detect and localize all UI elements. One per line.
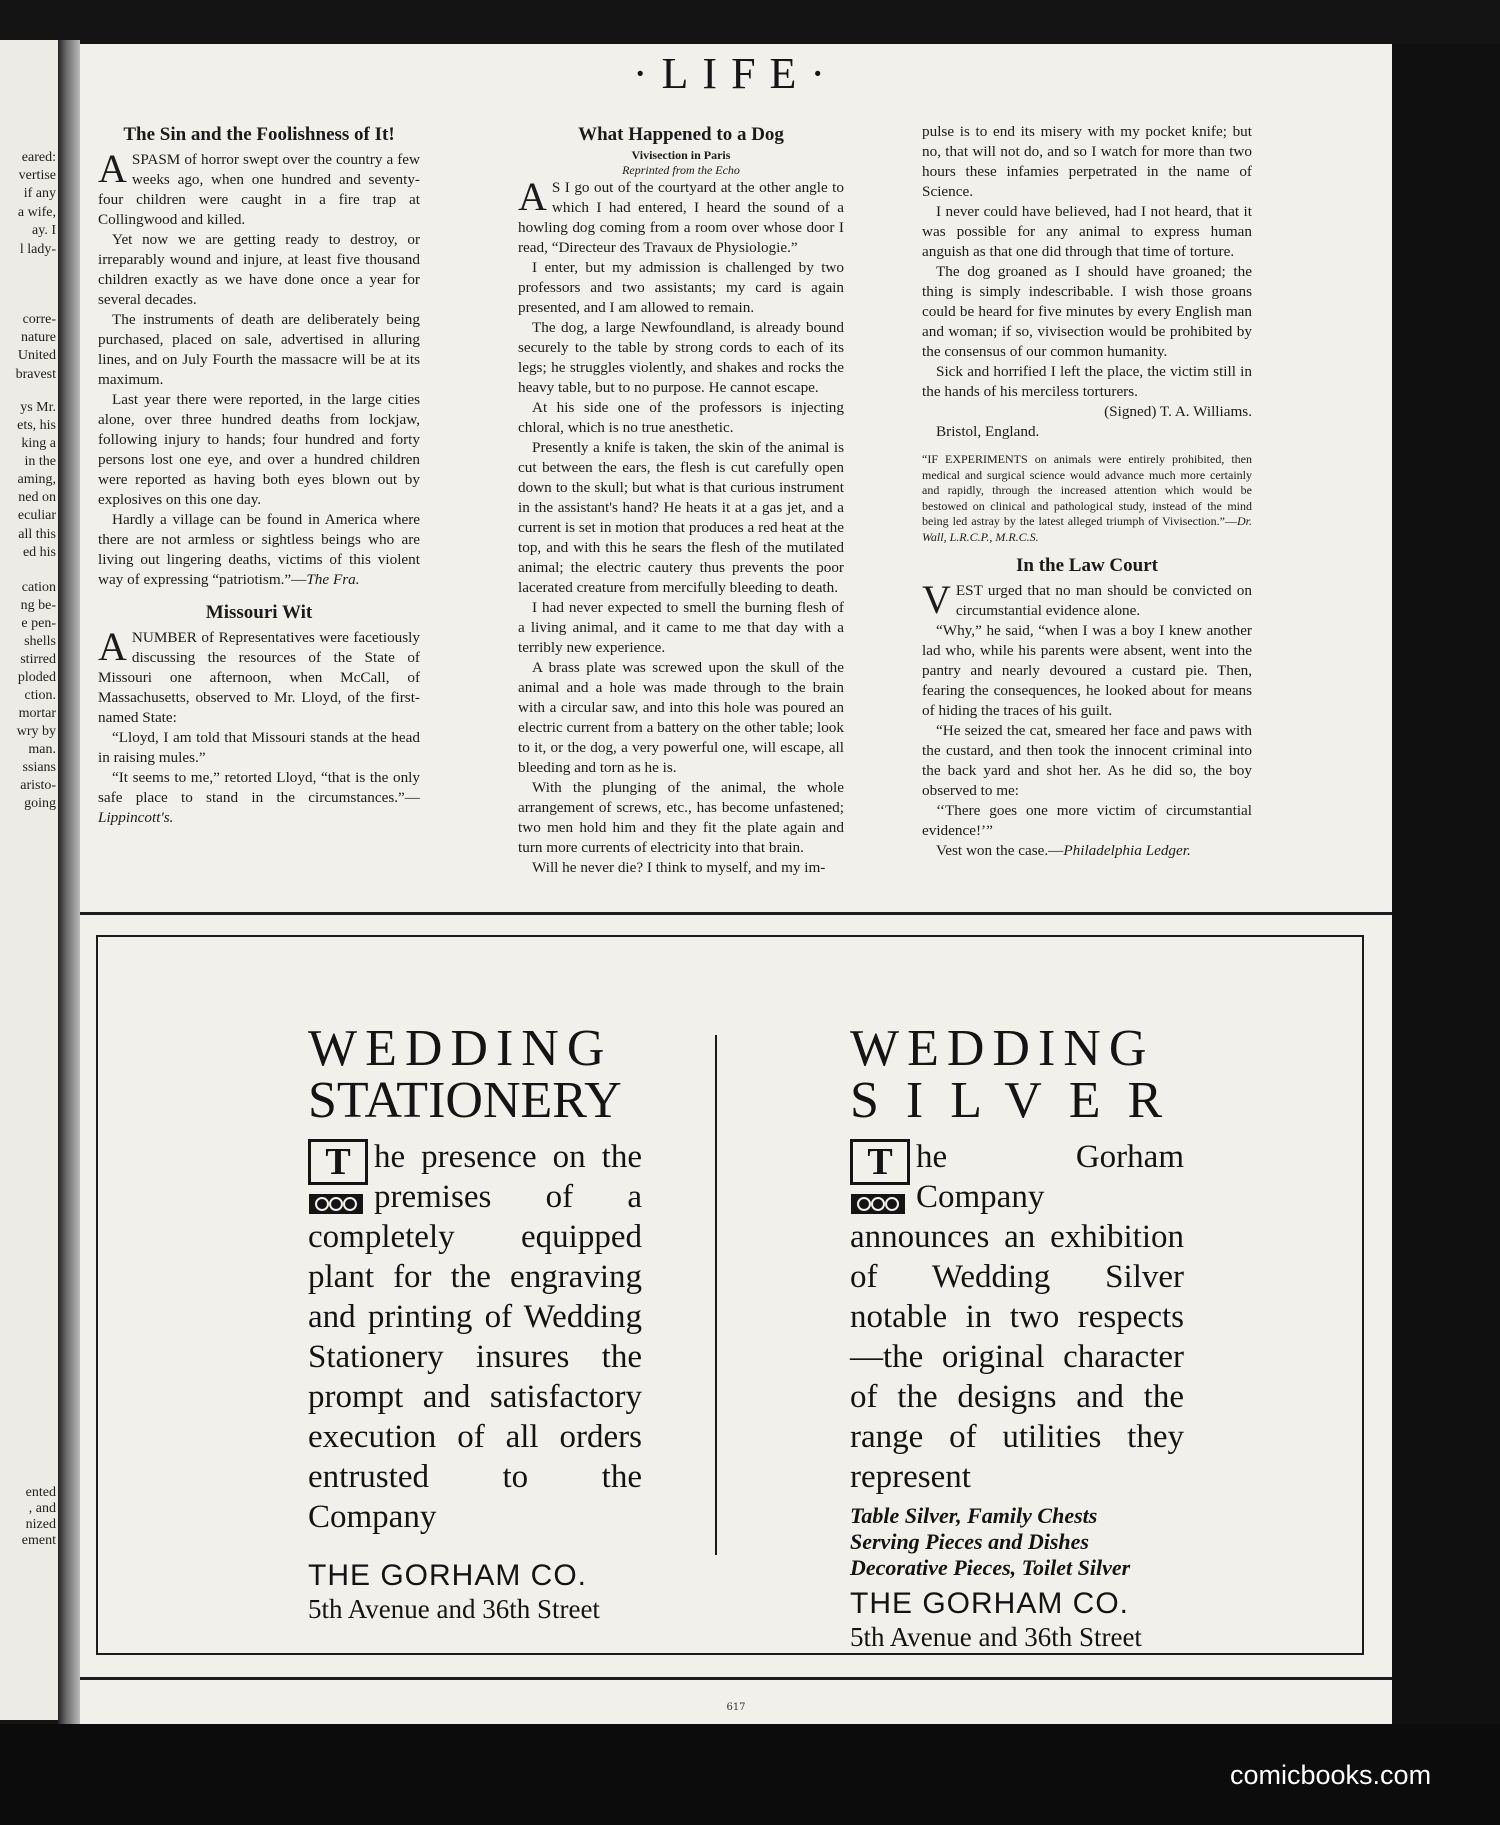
ad-company: THE GORHAM CO.	[850, 1587, 1130, 1620]
article-paragraph: I had never expected to smell the burning flesh of a living animal, and it came to me that day with a terribly new experience.	[518, 599, 844, 656]
ad-address: 5th Avenue and 36th Street	[308, 1594, 600, 1624]
article-paragraph: I never could have believed, had I not heard, that it was possible for any animal to express human anguish as that one did through that time of torture.	[922, 203, 1252, 260]
adjacent-page-text-fragment: vertise	[18, 168, 56, 183]
adjacent-page-text-fragment: wry by	[16, 724, 56, 739]
article-paragraph: “Why,” he said, “when I was a boy I knew another lad who, while his parents were absent, went into the pantry and nearly devoured a custard pie. Then, fearing the consequences, he looked about for means of hiding the traces of his guilt.	[922, 622, 1252, 719]
pull-quote: “IF EXPERIMENTS on animals were entirely prohibited, then medical and surgical science would advance much more certainly and rapidly, through the increased attention which would be bestowed on clinical and pathological study, instead of the mind being led astray by the latest alleged triumph of Vivisection.”—Dr. Wall, L.R.C.P., M.R.C.S.	[922, 452, 1253, 544]
ad-product-line: Table Silver, Family Chests	[850, 1503, 1098, 1528]
adjacent-page-text-fragment: all this	[18, 527, 56, 542]
article-paragraph: A brass plate was screwed upon the skull of the animal and a hole was made through to the brain with a circular saw, and into this hole was poured an electric current from a battery on the other table; look to it, or the dog, a very powerful one, will escape, all bleeding and torn as he is.	[518, 659, 844, 776]
article-title: In the Law Court	[1016, 555, 1158, 576]
adjacent-page-text-fragment: bravest	[15, 367, 56, 382]
article-title: The Sin and the Foolishness of It!	[123, 124, 395, 145]
article-paragraph: “Lloyd, I am told that Missouri stands at the head in raising mules.”	[98, 729, 420, 766]
adjacent-page-text-fragment: shells	[24, 634, 56, 649]
adjacent-page-text-fragment: going	[24, 796, 56, 811]
article-signature: (Signed) T. A. Williams.	[1104, 403, 1252, 420]
adjacent-page-text-fragment: aming,	[17, 472, 56, 487]
adjacent-page-text-fragment: stirred	[20, 652, 56, 667]
article-source: Philadelphia Ledger.	[1063, 842, 1191, 859]
article-paragraph: “He seized the cat, smeared her face and paws with the custard, and then took the innocent criminal into the back yard and shot her. As he did so, the boy observed to me:	[922, 722, 1252, 799]
watermark: comicbooks.com	[1230, 1760, 1432, 1790]
article-paragraph: VEST urged that no man should be convicted on circumstantial evidence alone.	[922, 577, 1252, 622]
adjacent-page-text-fragment: a wife,	[17, 205, 56, 220]
adjacent-page-text-fragment: aristo-	[20, 778, 56, 793]
advertisement-divider	[715, 1035, 717, 1555]
article-paragraph: With the plunging of the animal, the whole arrangement of screws, etc., has become unfastened; two men hold him and they fit the plate again and turn more currents of electricity into that brain.	[518, 779, 844, 856]
article-paragraph: The dog groaned as I should have groaned; the thing is simply indescribable. I wish those groans could be heard for five minutes by every English man and woman; if so, vivisection would be prohibited by the consensus of our common humanity.	[922, 263, 1252, 360]
magazine-page	[80, 44, 1392, 1724]
adjacent-page-text-fragment: cation	[21, 580, 56, 595]
adjacent-page-text-fragment: ets, his	[17, 418, 56, 433]
ad-heading: SILVER	[850, 1072, 1190, 1129]
article-reprint-note: Reprinted from the Echo	[622, 163, 740, 177]
ad-product-line: Serving Pieces and Dishes	[850, 1529, 1089, 1554]
ad-wedding-silver	[850, 1020, 1190, 1653]
ad-company: THE GORHAM CO.	[308, 1559, 588, 1592]
ornamental-initial	[308, 1139, 368, 1205]
adjacent-page-text-fragment: United	[17, 348, 56, 363]
article-paragraph: pulse is to end its misery with my pocket knife; but no, that will not do, and so I watch for more than two hours these infamies perpetrated in the name of Science.	[922, 123, 1252, 200]
scroll-ornament-icon	[850, 1193, 906, 1215]
adjacent-page-fragment	[0, 40, 58, 1720]
drop-cap: A	[518, 174, 547, 219]
adjacent-page-text-fragment: ned on	[18, 490, 56, 505]
advertisement	[80, 912, 1392, 1680]
adjacent-page-text-fragment: ssians	[22, 760, 56, 775]
ad-wedding-stationery	[308, 1020, 642, 1625]
adjacent-page-text-fragment: nature	[21, 330, 56, 345]
adjacent-page-text-fragment: ng be-	[20, 598, 56, 613]
adjacent-page-text-fragment: l lady-	[19, 242, 56, 257]
ad-product-line: Decorative Pieces, Toilet Silver	[850, 1555, 1131, 1580]
scroll-ornament-icon	[308, 1193, 364, 1215]
article-source: Lippincott's.	[98, 809, 174, 826]
adjacent-page-text-fragment: ed his	[22, 545, 56, 560]
drop-cap: V	[922, 577, 951, 622]
adjacent-page-text-fragment: , and	[28, 1501, 56, 1516]
adjacent-page-text-fragment: king a	[21, 436, 56, 451]
article-paragraph: A NUMBER of Representatives were facetiously discussing the resources of the State of Missouri one afternoon, when McCall, of Massachusetts, observed to Mr. Lloyd, of the first-named State:	[98, 624, 420, 726]
initial-letter: T	[850, 1139, 910, 1185]
article-paragraph: A S I go out of the courtyard at the other angle to which I had entered, I heard the sound of a howling dog coming from a room over whose door I read, “Directeur des Travaux de Physiologie.”	[518, 174, 844, 256]
article-paragraph: Last year there were reported, in the large cities alone, over three hundred deaths from lockjaw, following injury to hands; four hundred and forty persons lost one eye, and over a hundred children were reported as having both eyes blown out by explosives on this one day.	[98, 391, 420, 508]
adjacent-page-text-fragment: ction.	[24, 688, 56, 703]
adjacent-page-text-fragment: ented	[25, 1485, 56, 1500]
article-paragraph: Presently a knife is taken, the skin of the animal is cut between the ears, the flesh is cut carefully open down to the skull; but what is that curious instrument in the assistant's hand? He heats it at a gas jet, and a current is set in motion that produces a red heat at the top, and with this he sears the flesh of the mutilated animal; the electric cautery thus prevents the poor lacerated creature from mercifully bleeding to death.	[518, 439, 844, 596]
article-title: Missouri Wit	[205, 602, 313, 623]
adjacent-page-text-fragment: eared:	[21, 150, 56, 165]
ornamental-initial	[850, 1139, 910, 1205]
adjacent-page-text-fragment: in the	[24, 454, 56, 469]
adjacent-page-text-fragment: man.	[28, 742, 56, 757]
article-place: Bristol, England.	[936, 423, 1040, 440]
article-source: The Fra.	[306, 571, 360, 588]
article-title: What Happened to a Dog	[578, 124, 784, 145]
book-spine-shadow	[58, 40, 80, 1745]
masthead: ·LIFE·	[632, 49, 840, 98]
column-1	[98, 122, 420, 828]
ad-body: T he presence on the premises of a completely equipped plant for the engraving and printing of Wedding Stationery insures the prompt and satisfactory execution of all orders entrusted to the Company	[308, 1139, 642, 1535]
scan-right-border	[1392, 44, 1500, 1825]
ad-heading: WEDDING	[308, 1020, 613, 1077]
drop-cap: A	[98, 146, 127, 191]
article-paragraph: “It seems to me,” retorted Lloyd, “that is the only safe place to stand in the circumstances.”—Lippincott's.	[98, 769, 420, 826]
adjacent-page-text-fragment: ys Mr.	[20, 400, 56, 415]
article-paragraph: Vest won the case.—Philadelphia Ledger.	[936, 842, 1191, 859]
article-paragraph: Hardly a village can be found in America where there are not armless or sightless beings who are living out lingering deaths, victims of this violent way of expressing “patriotism.”—The Fra.	[98, 511, 420, 588]
article-paragraph: Yet now we are getting ready to destroy, or irreparably wound and injure, at least five thousand children exactly as we have done once a year for several decades.	[98, 231, 420, 308]
article-paragraph: I enter, but my admission is challenged by two professors and two assistants; my card is again presented, and I am allowed to remain.	[518, 259, 844, 316]
initial-letter: T	[308, 1139, 368, 1185]
column-3	[922, 122, 1252, 861]
article-paragraph: The instruments of death are deliberately being purchased, placed on sale, advertised in alluring lines, and on July Fourth the massacre will be at its maximum.	[98, 311, 420, 388]
ad-address: 5th Avenue and 36th Street	[850, 1622, 1142, 1652]
ad-heading: STATIONERY	[308, 1072, 622, 1129]
article-subtitle: Vivisection in Paris	[631, 148, 731, 162]
column-2	[518, 122, 844, 878]
article-paragraph: The dog, a large Newfoundland, is already bound securely to the table by strong cords to each of its legs; he struggles violently, and shakes and rocks the heavy table, but to no purpose. He cannot escape.	[518, 319, 844, 396]
adjacent-page-text-fragment: ay. I	[32, 223, 56, 238]
article-paragraph: Sick and horrified I left the place, the victim still in the hands of his merciless torturers.	[922, 363, 1252, 400]
ad-body: T he Gorham Company announces an exhibition of Wedding Silver notable in two respects—the original character of the designs and the range of utilities they represent	[850, 1139, 1184, 1495]
adjacent-page-text-fragment: ement	[21, 1533, 56, 1548]
adjacent-page-text-fragment: corre-	[22, 312, 56, 327]
page-number: 617	[726, 1702, 746, 1713]
adjacent-page-text-fragment: if any	[23, 186, 56, 201]
ad-heading: WEDDING	[850, 1020, 1155, 1077]
adjacent-page-text-fragment: e pen-	[21, 616, 56, 631]
article-paragraph: Will he never die? I think to myself, and my im-	[532, 859, 826, 876]
article-paragraph: A SPASM of horror swept over the country a few weeks ago, when one hundred and seventy-four children were caught in a fire trap at Collingwood and killed.	[98, 146, 420, 228]
article-paragraph: ‘‘There goes one more victim of circumstantial evidence!’”	[922, 802, 1252, 839]
adjacent-page-text-fragment: eculiar	[17, 508, 56, 523]
article-paragraph: At his side one of the professors is injecting chloral, which is no true anesthetic.	[518, 399, 844, 436]
adjacent-page-text-fragment: ploded	[17, 670, 56, 685]
adjacent-page-text-fragment: mortar	[18, 706, 56, 721]
adjacent-page-text-fragment: nized	[25, 1517, 56, 1532]
drop-cap: A	[98, 624, 127, 669]
ad-product-list	[850, 1503, 1184, 1581]
